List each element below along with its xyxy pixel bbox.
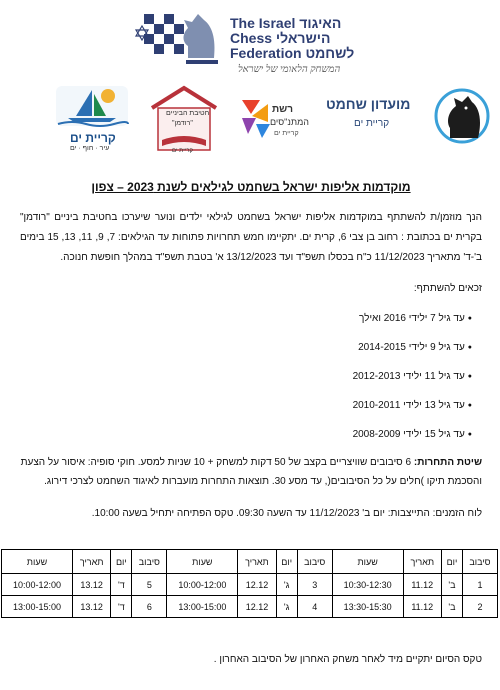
- community-centers-logo: [232, 84, 310, 154]
- federation-name-line-1: The Israel האיגוד: [230, 15, 342, 31]
- network-name: המתנ"סים: [270, 117, 309, 127]
- list-item: ● עד גיל 15 ילידי 2008-2009: [20, 420, 482, 449]
- list-item: ● עד גיל 11 ילידי 2012-2013: [20, 362, 482, 391]
- list-item: ● עד גיל 9 ילידי 2014-2015: [20, 333, 482, 362]
- table-cell: ב': [441, 574, 462, 596]
- table-cell: 2: [463, 596, 498, 618]
- document-title: מוקדמות אליפות ישראל בשחמט לגילאים לשנת 2023 – צפון: [91, 180, 411, 194]
- school-label: חטיבת הביניים: [166, 110, 210, 117]
- table-cell: 1: [463, 574, 498, 596]
- column-header: תאריך: [403, 550, 441, 574]
- sponsor-city-name: קריית ים: [70, 131, 116, 145]
- table-cell: 3: [297, 574, 332, 596]
- system-label: שיטת התחרות:: [413, 457, 482, 468]
- eligible-heading: זכאים להשתתף:: [413, 283, 482, 294]
- school-city: קריית ים: [172, 148, 194, 154]
- column-header: שעות: [167, 550, 238, 574]
- column-header: תאריך: [72, 550, 110, 574]
- table-cell: ב': [441, 596, 462, 618]
- column-header: שעות: [2, 550, 73, 574]
- table-cell: 13:30-15:30: [332, 596, 403, 618]
- sailboat-icon: [52, 84, 132, 130]
- rounds-schedule-table: [1, 549, 498, 618]
- column-header: יום: [111, 550, 132, 574]
- tournament-system-paragraph: [20, 453, 482, 491]
- table-cell: ג': [276, 596, 297, 618]
- table-cell: ג': [276, 574, 297, 596]
- column-header: סיבוב: [297, 550, 332, 574]
- list-item: ● עד גיל 7 ילידי 2016 ואילך: [20, 304, 482, 333]
- table-cell: 12.12: [238, 596, 276, 618]
- table-cell: 6: [132, 596, 167, 618]
- table-row: [2, 574, 498, 596]
- chess-knight-logo-icon: [126, 8, 226, 66]
- table-cell: 11.12: [403, 574, 441, 596]
- system-text: 6 סיבובים שוויצריים בקצב של 50 דקות למשחק + 10 שניות למסע. חוקי סופיה: איסור על הצעת והסכמת תיקו )חלים על כל הסיבובים(, עד מסע 30. תוצאות התחרות מועברות לאיגוד השחמט לצרכי דירוג.: [20, 457, 482, 487]
- column-header: סיבוב: [463, 550, 498, 574]
- knight-piece-icon: [434, 88, 490, 146]
- federation-name-line-2: Chess הישראלי: [230, 30, 331, 46]
- table-cell: 13.12: [72, 596, 110, 618]
- table-cell: ד': [111, 596, 132, 618]
- column-header: סיבוב: [132, 550, 167, 574]
- rodman-school-logo: [148, 84, 220, 154]
- network-city: קריית ים: [274, 130, 299, 137]
- table-cell: 13:00-15:00: [2, 596, 73, 618]
- table-cell: 10:00-12:00: [167, 574, 238, 596]
- table-cell: 12.12: [238, 574, 276, 596]
- sponsor-logos-row: [0, 84, 500, 154]
- table-cell: 13:00-15:00: [167, 596, 238, 618]
- column-header: שעות: [332, 550, 403, 574]
- federation-name-line-3: Federation לשחמט: [230, 45, 355, 61]
- network-label: רשת: [272, 104, 293, 115]
- table-header-row: [2, 550, 498, 574]
- list-item: ● עד גיל 13 ילידי 2010-2011: [20, 391, 482, 420]
- school-building-icon: [148, 84, 220, 154]
- table-cell: 5: [132, 574, 167, 596]
- federation-tagline: המשחק הלאומי של ישראל: [238, 64, 341, 75]
- chess-club-name: מועדון שחמט: [326, 96, 411, 112]
- column-header: יום: [441, 550, 462, 574]
- age-category-list: [20, 304, 482, 449]
- table-cell: 10:30-12:30: [332, 574, 403, 596]
- kiryat-yam-city-logo: [52, 84, 132, 154]
- table-cell: ד': [111, 574, 132, 596]
- table-cell: 13.12: [72, 574, 110, 596]
- closing-ceremony-note: טקס הסיום יתקיים מיד לאחר משחק האחרון של הסיבוב האחרון .: [213, 654, 482, 665]
- intro-paragraph: הנך מוזמן/ת להשתתף במוקדמות אליפות ישראל בשחמט לגילאי ילדים ונוער שיערכו בחטיבת ביניים "רודמן" בקרית ים בכתובת : רחוב בן צבי 6, קרית ים. יתקיימו חמש תחרויות פתוחות עד הגילאים: 7, 9, 11, 13, 15 בימים ב'-ד' מתאריך 11/12/2023 כ"ח בכסלו תשפ"ד ועד 13/12/2023 א' בטבת תשפ"ד במהלך חופשת חנוכה.: [20, 212, 482, 263]
- table-cell: 10:00-12:00: [2, 574, 73, 596]
- table-cell: 4: [297, 596, 332, 618]
- chess-club-logo: [326, 84, 494, 154]
- chess-club-city: קריית ים: [354, 118, 390, 129]
- column-header: יום: [276, 550, 297, 574]
- table-row: [2, 596, 498, 618]
- table-cell: 11.12: [403, 596, 441, 618]
- invitation-document: [20, 178, 482, 523]
- federation-logo: [120, 6, 390, 80]
- sponsor-city-slogan: עיר · חוף · ים: [70, 145, 110, 152]
- colorful-triangles-icon: [238, 94, 274, 140]
- column-header: תאריך: [238, 550, 276, 574]
- school-name: "רודמן": [172, 120, 193, 127]
- schedule-line: לוח הזמנים: התייצבות: יום ב' 11/12/2023 עד השעה 09:30. טקס הפתיחה יתחיל בשעה 10:00.: [91, 508, 482, 519]
